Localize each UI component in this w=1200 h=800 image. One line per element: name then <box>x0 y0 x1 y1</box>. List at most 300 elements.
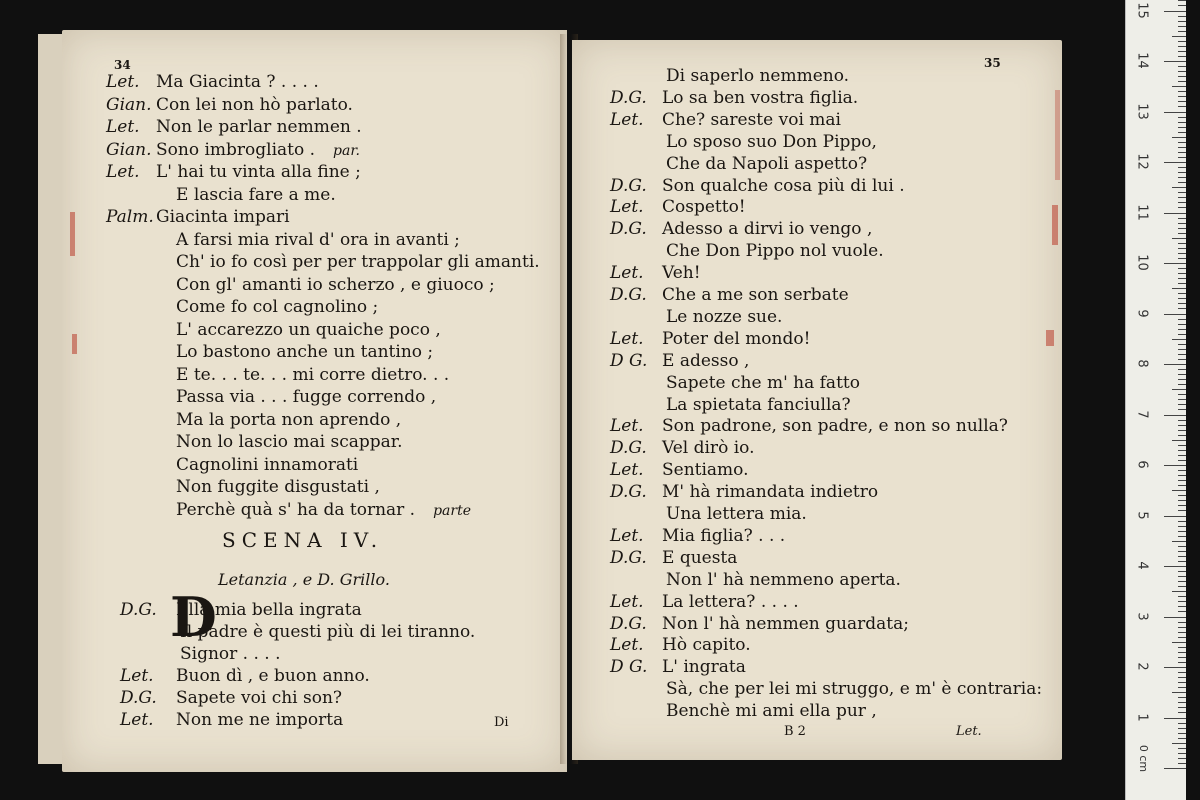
verse-line <box>610 570 901 590</box>
verse-text: Non me ne importa <box>176 710 344 730</box>
verse-line <box>610 241 884 261</box>
ruler-tick <box>1178 334 1186 335</box>
verse-line <box>106 230 460 250</box>
verse-text: Ella mia bella ingrata <box>176 600 362 620</box>
ruler-tick <box>1178 409 1186 410</box>
verse-line <box>120 688 342 708</box>
ruler-tick <box>1178 228 1186 229</box>
speaker-label: D.G. <box>610 285 647 305</box>
verse-line <box>610 307 782 327</box>
speaker-label: Let. <box>610 525 644 546</box>
ruler-tick <box>1178 293 1186 294</box>
ruler-tick <box>1178 354 1186 355</box>
ruler-tick <box>1178 425 1186 426</box>
ruler-tick <box>1178 26 1186 27</box>
ruler-tick <box>1172 440 1186 441</box>
ruler-tick <box>1178 66 1186 67</box>
verse-text: Benchè mi ami ella pur , <box>666 701 877 722</box>
ruler-tick <box>1178 571 1186 572</box>
verse-line <box>106 140 360 161</box>
verse-text: Sapete voi chi son? <box>176 688 343 708</box>
verse-text: Poter del mondo! <box>662 328 811 349</box>
ruler-tick <box>1178 152 1186 153</box>
ruler-tick <box>1178 606 1186 607</box>
signature-mark: B 2 <box>784 724 806 739</box>
ruler-tick <box>1178 394 1186 395</box>
verse-text: Sapete che m' ha fatto <box>666 372 860 393</box>
ruler-tick <box>1178 374 1186 375</box>
verse-text: Signor . . . . <box>180 644 281 664</box>
verse-line <box>610 679 1042 699</box>
ruler-tick <box>1172 137 1186 138</box>
ruler-tick <box>1172 288 1186 289</box>
ruler-tick <box>1178 71 1186 72</box>
verse-text: Passa via . . . fugge correndo , <box>176 387 437 407</box>
speaker-label: D.G. <box>120 600 157 620</box>
ruler-unit: 0 cm <box>1137 744 1151 773</box>
ruler-tick <box>1164 718 1186 719</box>
verse-line <box>610 329 810 349</box>
speaker-label: Let. <box>610 416 644 437</box>
right-page <box>572 40 1062 760</box>
ruler-number: 4 <box>1134 561 1150 570</box>
speaker-label: D.G. <box>610 175 647 196</box>
drop-initial: D <box>170 585 217 649</box>
verse-line <box>610 592 799 612</box>
red-edge-stain <box>1046 330 1054 346</box>
ruler-tick <box>1178 127 1186 128</box>
ruler-tick <box>1172 389 1186 390</box>
ruler-tick <box>1164 364 1186 365</box>
ruler-tick <box>1178 601 1186 602</box>
verse-line <box>106 72 319 92</box>
verse-text: Non l' hà nemmeno aperta. <box>666 569 901 590</box>
right-folio: 35 <box>984 56 1001 70</box>
ruler-tick <box>1178 531 1186 532</box>
ruler-tick <box>1178 202 1186 203</box>
left-folio: 34 <box>114 58 131 72</box>
ruler-tick <box>1178 723 1186 724</box>
verse-line <box>120 600 362 620</box>
ruler-tick <box>1178 81 1186 82</box>
verse-text: L' ingrata <box>662 657 746 678</box>
verse-text: E te. . . te. . . mi corre dietro. . . <box>176 364 450 385</box>
verse-text: E adesso , <box>662 350 750 371</box>
ruler-tick <box>1172 339 1186 340</box>
verse-line <box>610 176 905 196</box>
ruler-tick <box>1178 122 1186 123</box>
verse-line <box>610 614 909 634</box>
verse-line <box>610 460 749 480</box>
ruler-number: 2 <box>1134 662 1150 671</box>
ruler-tick <box>1178 51 1186 52</box>
ruler-tick <box>1178 521 1186 522</box>
ruler-tick <box>1178 420 1186 421</box>
ruler-number: 10 <box>1134 254 1150 271</box>
speaker-label: Gian. <box>106 94 152 115</box>
ruler-tick <box>1178 96 1186 97</box>
verse-text: Non le parlar nemmen . <box>156 117 362 137</box>
ruler-tick <box>1178 445 1186 446</box>
speaker-label: Let. <box>106 72 140 92</box>
ruler-tick <box>1178 167 1186 168</box>
speaker-label: Let. <box>106 117 140 137</box>
ruler-tick <box>1178 702 1186 703</box>
verse-line <box>610 438 754 458</box>
ruler-tick <box>1178 460 1186 461</box>
ruler-number: 13 <box>1134 102 1150 120</box>
speaker-label: Let. <box>610 328 644 349</box>
speaker-label: D.G. <box>610 482 647 503</box>
ruler-tick <box>1178 359 1186 360</box>
ruler-tick <box>1178 233 1186 234</box>
ruler-tick <box>1178 581 1186 582</box>
ruler-tick <box>1178 192 1186 193</box>
ruler-tick <box>1178 682 1186 683</box>
verse-line <box>610 701 877 721</box>
speaker-label: Let. <box>610 263 644 284</box>
verse-text: La lettera? . . . . <box>662 591 799 612</box>
ruler-tick <box>1178 450 1186 451</box>
ruler-tick <box>1164 768 1186 769</box>
stage-direction: parte <box>433 502 472 519</box>
ruler-tick <box>1178 561 1186 562</box>
ruler-tick <box>1178 344 1186 345</box>
ruler-tick <box>1164 516 1186 517</box>
ruler-tick <box>1178 303 1186 304</box>
verse-line <box>106 275 495 295</box>
verse-line <box>610 395 851 415</box>
ruler-tick <box>1178 510 1186 511</box>
ruler-tick <box>1164 617 1186 618</box>
scene-cast: Letanzia , e D. Grillo. <box>218 570 390 589</box>
verse-line <box>120 666 370 686</box>
verse-text: L' hai tu vinta alla fine ; <box>156 162 361 182</box>
verse-text: Lo sposo suo Don Pippo, <box>666 131 877 152</box>
verse-text: Ch' io fo così per per trappolar gli amanti. <box>176 252 540 272</box>
verse-line <box>610 416 1008 436</box>
ruler-tick <box>1178 218 1186 219</box>
ruler-tick <box>1178 298 1186 299</box>
red-edge-stain <box>1055 90 1060 180</box>
ruler-tick <box>1178 56 1186 57</box>
red-edge-stain <box>1052 205 1058 245</box>
verse-line <box>610 657 746 677</box>
ruler-tick <box>1178 101 1186 102</box>
verse-line <box>610 504 807 524</box>
ruler-tick <box>1178 324 1186 325</box>
verse-text: Non l' hà nemmen guardata; <box>662 613 909 634</box>
ruler-number: 5 <box>1134 510 1150 520</box>
speaker-label: Gian. <box>106 139 152 160</box>
ruler-tick <box>1178 182 1186 183</box>
ruler-tick <box>1178 283 1186 284</box>
ruler-tick <box>1178 46 1186 47</box>
verse-text: Che a me son serbate <box>662 285 849 305</box>
left-catchword: Di <box>494 715 509 730</box>
ruler-tick <box>1178 31 1186 32</box>
ruler-tick <box>1178 485 1186 486</box>
ruler-tick <box>1178 16 1186 17</box>
speaker-label: Let. <box>610 460 644 481</box>
ruler-tick <box>1178 657 1186 658</box>
ruler-tick <box>1178 748 1186 749</box>
verse-text: Ma Giacinta ? . . . . <box>156 72 319 92</box>
verse-text: Che Don Pippo nol vuole. <box>666 241 884 262</box>
verse-text: Son padrone, son padre, e non so nulla? <box>662 416 1008 437</box>
ruler-tick <box>1172 238 1186 239</box>
ruler-tick <box>1164 213 1186 214</box>
ruler-tick <box>1178 349 1186 350</box>
ruler-tick <box>1172 591 1186 592</box>
verse-text: Hò capito. <box>662 635 751 656</box>
verse-text: Adesso a dirvi io vengo , <box>662 219 873 240</box>
verse-text: Buon dì , e buon anno. <box>176 666 370 686</box>
ruler-tick <box>1178 243 1186 244</box>
speaker-label: Let. <box>120 710 154 730</box>
ruler-tick <box>1178 369 1186 370</box>
ruler-tick <box>1178 117 1186 118</box>
ruler-tick <box>1178 647 1186 648</box>
verse-text: Giacinta impari <box>156 207 290 227</box>
verse-line <box>610 373 860 393</box>
ruler-tick <box>1178 106 1186 107</box>
verse-line <box>106 252 540 272</box>
verse-text: E questa <box>662 547 738 568</box>
ruler-number: 1 <box>1134 712 1150 722</box>
verse-line <box>610 132 877 152</box>
ruler-tick <box>1178 728 1186 729</box>
ruler-tick <box>1178 172 1186 173</box>
ruler-tick <box>1178 404 1186 405</box>
ruler-tick <box>1178 248 1186 249</box>
verse-text: Che? sareste voi mai <box>662 109 841 130</box>
verse-text: M' hà rimandata indietro <box>662 482 879 503</box>
red-edge-stain <box>70 212 75 256</box>
ruler-tick <box>1172 187 1186 188</box>
verse-line <box>610 548 737 568</box>
verse-text: Sono imbrogliato . <box>156 139 316 160</box>
speaker-label: Let. <box>610 635 644 656</box>
ruler-tick <box>1178 505 1186 506</box>
ruler-tick <box>1164 112 1186 113</box>
speaker-label: D G. <box>610 657 648 678</box>
ruler-tick <box>1178 273 1186 274</box>
verse-line <box>610 482 878 502</box>
verse-text: Di saperlo nemmeno. <box>666 66 850 86</box>
verse-text: Ma la porta non aprendo , <box>176 409 402 430</box>
ruler-tick <box>1164 566 1186 567</box>
ruler-tick <box>1178 763 1186 764</box>
ruler-tick <box>1178 470 1186 471</box>
ruler-tick <box>1178 500 1186 501</box>
verse-line <box>610 66 849 86</box>
ruler-tick <box>1178 753 1186 754</box>
ruler-tick <box>1178 677 1186 678</box>
ruler-tick <box>1164 415 1186 416</box>
ruler-tick <box>1178 622 1186 623</box>
ruler-tick <box>1178 526 1186 527</box>
verse-line <box>106 117 362 137</box>
ruler-tick <box>1178 637 1186 638</box>
ruler-number: 8 <box>1134 359 1150 368</box>
verse-line <box>610 526 785 546</box>
ruler-tick <box>1178 435 1186 436</box>
ruler-tick <box>1164 263 1186 264</box>
ruler-tick <box>1178 278 1186 279</box>
ruler-tick <box>1178 21 1186 22</box>
ruler-tick <box>1178 576 1186 577</box>
ruler-tick <box>1178 177 1186 178</box>
verse-text: Una lettera mia. <box>666 504 807 524</box>
verse-line <box>120 622 475 642</box>
ruler-tick <box>1172 541 1186 542</box>
ruler-tick <box>1178 142 1186 143</box>
verse-text: L' accarezzo un quaiche poco , <box>176 319 441 340</box>
verse-line <box>106 432 402 452</box>
speaker-label: D.G. <box>610 438 647 459</box>
verse-line <box>610 88 858 108</box>
ruler-tick <box>1178 697 1186 698</box>
verse-line <box>610 219 872 239</box>
ruler-tick <box>1178 379 1186 380</box>
ruler-tick <box>1178 632 1186 633</box>
verse-line <box>106 342 433 362</box>
ruler-tick <box>1172 692 1186 693</box>
ruler-tick <box>1178 536 1186 537</box>
verse-line <box>106 185 336 205</box>
ruler-number: 12 <box>1134 153 1150 170</box>
verse-text: Lo sa ben vostra figlia. <box>662 87 859 108</box>
ruler-tick <box>1178 384 1186 385</box>
ruler-tick <box>1178 495 1186 496</box>
verse-line <box>610 154 867 174</box>
verse-text: Mia figlia? . . . <box>662 525 786 546</box>
verse-text: A farsi mia rival d' ora in avanti ; <box>176 229 460 250</box>
speaker-label: Let. <box>106 162 140 182</box>
verse-text: Sentiamo. <box>662 460 749 481</box>
ruler-tick <box>1178 329 1186 330</box>
ruler-tick <box>1178 197 1186 198</box>
verse-text: La spietata fanciulla? <box>666 394 851 415</box>
verse-line <box>106 410 401 430</box>
scene-heading: SCENA IV. <box>222 528 384 552</box>
ruler-number: 3 <box>1134 611 1150 621</box>
ruler-tick <box>1178 268 1186 269</box>
ruler-tick <box>1172 36 1186 37</box>
ruler-tick <box>1178 738 1186 739</box>
verse-line <box>610 351 749 371</box>
ruler-tick <box>1172 490 1186 491</box>
verse-text: Sà, che per lei mi struggo, e m' è contraria: <box>666 679 1043 700</box>
ruler-number: 6 <box>1134 460 1150 469</box>
ruler-tick <box>1178 758 1186 759</box>
ruler-tick <box>1164 162 1186 163</box>
verse-text: Veh! <box>662 263 701 284</box>
ruler-tick <box>1164 314 1186 315</box>
verse-line <box>120 710 343 730</box>
verse-text: Come fo col cagnolino ; <box>176 297 379 317</box>
ruler-tick <box>1178 687 1186 688</box>
ruler-tick <box>1178 76 1186 77</box>
ruler-tick <box>1178 41 1186 42</box>
ruler-tick <box>1178 672 1186 673</box>
ruler-tick <box>1178 223 1186 224</box>
ruler-tick <box>1172 86 1186 87</box>
ruler-tick <box>1172 743 1186 744</box>
ruler-tick <box>1178 455 1186 456</box>
ruler-tick <box>1178 253 1186 254</box>
ruler-tick <box>1164 11 1186 12</box>
verse-text: Il padre è questi più di lei tiranno. <box>180 622 476 642</box>
ruler-tick <box>1178 207 1186 208</box>
verse-text: Son qualche cosa più di lui . <box>662 175 905 196</box>
speaker-label: Let. <box>120 666 154 686</box>
ruler-tick <box>1172 642 1186 643</box>
ruler-number: 15 <box>1134 1 1150 19</box>
ruler-tick <box>1164 667 1186 668</box>
measuring-ruler <box>1125 0 1186 800</box>
ruler-tick <box>1178 91 1186 92</box>
ruler-tick <box>1178 627 1186 628</box>
speaker-label: D.G. <box>610 87 647 108</box>
verse-line <box>106 455 358 475</box>
speaker-label: Let. <box>610 109 644 130</box>
verse-text: Con lei non hò parlato. <box>156 94 353 115</box>
verse-line <box>610 285 849 305</box>
ruler-tick <box>1178 0 1186 1</box>
ruler-number: 14 <box>1134 52 1150 69</box>
ruler-tick <box>1178 733 1186 734</box>
ruler-tick <box>1178 707 1186 708</box>
ruler-number: 9 <box>1134 308 1150 318</box>
verse-text: E lascia fare a me. <box>176 184 336 205</box>
ruler-tick <box>1178 712 1186 713</box>
verse-text: Con gl' amanti io scherzo , e giuoco ; <box>176 274 495 295</box>
ruler-tick <box>1178 611 1186 612</box>
ruler-tick <box>1178 662 1186 663</box>
speaker-label: Let. <box>610 591 644 612</box>
verse-text: Lo bastono anche un tantino ; <box>176 342 434 362</box>
verse-line <box>610 110 841 130</box>
speaker-label: D.G. <box>120 688 157 708</box>
ruler-tick <box>1178 475 1186 476</box>
ruler-tick <box>1178 399 1186 400</box>
verse-line <box>106 207 290 227</box>
ruler-tick <box>1164 61 1186 62</box>
ruler-tick <box>1178 5 1186 6</box>
ruler-number: 7 <box>1134 409 1150 419</box>
verse-text: Che da Napoli aspetto? <box>666 153 868 174</box>
ruler-number: 11 <box>1134 203 1150 221</box>
verse-line <box>106 387 436 407</box>
verse-text: Le nozze sue. <box>666 306 783 327</box>
verse-text: Perchè quà s' ha da tornar . <box>176 499 416 520</box>
ruler-tick <box>1178 308 1186 309</box>
verse-line <box>106 477 380 497</box>
ruler-tick <box>1178 596 1186 597</box>
left-page <box>62 30 567 772</box>
verse-line <box>106 320 441 340</box>
ruler-tick <box>1178 556 1186 557</box>
ruler-tick <box>1178 586 1186 587</box>
verse-line <box>106 162 361 182</box>
ruler-tick <box>1178 157 1186 158</box>
speaker-label: Let. <box>610 197 644 218</box>
ruler-tick <box>1178 480 1186 481</box>
verse-line <box>106 95 353 115</box>
verse-line <box>610 635 751 655</box>
